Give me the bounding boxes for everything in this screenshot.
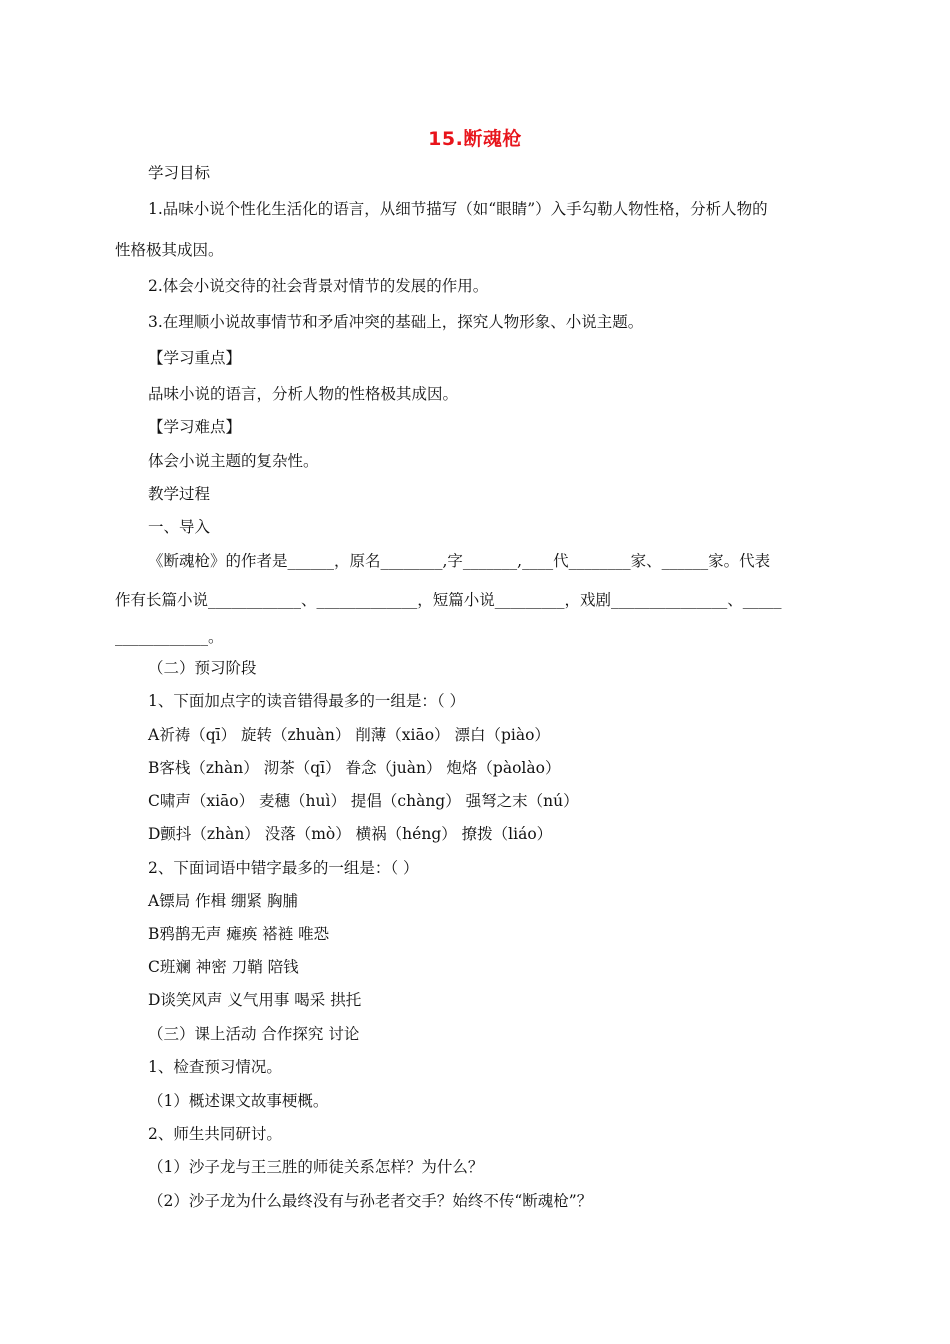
q1-option-a: A祈祷（qī） 旋转（zhuàn） 削薄（xiāo） 漂白（piào） xyxy=(148,726,550,744)
goal-2: 2.体会小说交待的社会背景对情节的发展的作用。 xyxy=(148,277,489,295)
q1-option-d: D颤抖（zhàn） 没落（mò） 横祸（héng） 撩拨（liáo） xyxy=(148,825,553,843)
intro-fill-line-1: 《断魂枪》的作者是______，原名________,字_______,____代________家、______家。代表 xyxy=(148,552,771,570)
heading-difficulties: 【学习难点】 xyxy=(148,418,242,436)
activity-2-item-1: （1）沙子龙与王三胜的师徒关系怎样？为什么？ xyxy=(148,1158,484,1176)
section-preview: （二）预习阶段 xyxy=(148,659,257,677)
question-2: 2、下面词语中错字最多的一组是：（ ） xyxy=(148,859,419,877)
heading-study-goals: 学习目标 xyxy=(148,164,211,182)
difficulties-text: 体会小说主题的复杂性。 xyxy=(148,452,319,470)
q2-option-a: A镖局 作楫 绷紧 胸脯 xyxy=(148,892,298,910)
intro-fill-line-2: 作有长篇小说____________、_____________，短篇小说_________，戏剧_______________、_____ xyxy=(115,591,782,609)
key-points-text: 品味小说的语言，分析人物的性格极其成因。 xyxy=(148,385,459,403)
intro-fill-line-3: ____________。 xyxy=(115,628,224,646)
q2-option-c: C班斓 神密 刀鞘 陪钱 xyxy=(148,958,299,976)
goal-1-cont: 性格极其成因。 xyxy=(115,241,224,259)
goal-1 xyxy=(148,199,836,219)
activity-2: 2、师生共同研讨。 xyxy=(148,1125,282,1143)
section-intro: 一、导入 xyxy=(148,518,211,536)
goal-1-text: 1.品味小说个性化生活化的语言，从细节描写（如“眼睛”）入手勾勒人物性格，分析人物的 xyxy=(148,200,768,218)
doc-title: 15.断魂枪 xyxy=(428,128,522,150)
q2-option-b: B鸦鹊无声 瘫痪 褡裢 唯恐 xyxy=(148,925,330,943)
heading-key-points: 【学习重点】 xyxy=(148,349,242,367)
question-1: 1、下面加点字的读音错得最多的一组是：（ ） xyxy=(148,692,466,710)
q1-option-c: C啸声（xiāo） 麦穗（huì） 提倡（chàng） 强弩之末（nú） xyxy=(148,792,579,810)
section-class-activity: （三）课上活动 合作探究 讨论 xyxy=(148,1025,360,1043)
activity-2-item-2: （2）沙子龙为什么最终没有与孙老者交手？始终不传“断魂枪”？ xyxy=(148,1192,593,1210)
heading-teaching-process: 教学过程 xyxy=(148,485,211,503)
activity-1-item-1: （1）概述课文故事梗概。 xyxy=(148,1092,329,1110)
q1-option-b: B客栈（zhàn） 沏茶（qī） 眷念（juàn） 炮烙（pàolào） xyxy=(148,759,561,777)
goal-3: 3.在理顺小说故事情节和矛盾冲突的基础上，探究人物形象、小说主题。 xyxy=(148,313,644,331)
q2-option-d: D谈笑风声 义气用事 喝采 拱托 xyxy=(148,991,362,1009)
activity-1: 1、检查预习情况。 xyxy=(148,1058,282,1076)
